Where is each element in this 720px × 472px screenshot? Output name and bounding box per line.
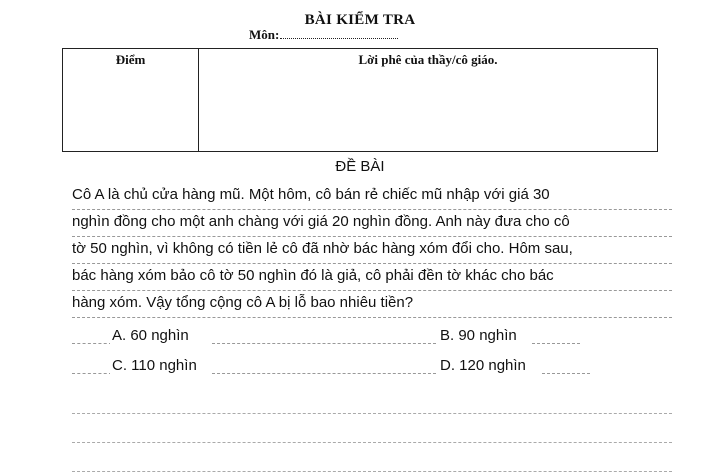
dotted-line <box>212 373 436 374</box>
problem-line: bác hàng xóm bảo cô tờ 50 nghìn đó là giả, cô phải đền tờ khác cho bác <box>72 264 672 291</box>
grade-table <box>62 48 658 152</box>
score-cell[interactable] <box>63 49 199 151</box>
option-d[interactable]: D. 120 nghìn <box>440 357 526 374</box>
dotted-line <box>542 373 590 374</box>
dotted-line <box>532 343 580 344</box>
problem-text <box>72 183 672 318</box>
option-c[interactable]: C. 110 nghìn <box>112 357 197 374</box>
dotted-line <box>72 373 112 374</box>
dotted-line <box>212 343 436 344</box>
problem-line: Cô A là chủ cửa hàng mũ. Một hôm, cô bán rẻ chiếc mũ nhập với giá 30 <box>72 183 672 210</box>
subject-field <box>249 27 398 43</box>
writing-line <box>72 385 672 414</box>
writing-line <box>72 414 672 443</box>
dotted-line <box>72 343 112 344</box>
problem-line: tờ 50 nghìn, vì không có tiền lẻ cô đã nhờ bác hàng xóm đổi cho. Hôm sau, <box>72 237 672 264</box>
score-label: Điểm <box>115 52 146 67</box>
teacher-comment-label: Lời phê của thầy/cô giáo. <box>358 52 498 67</box>
page-title: BÀI KIỂM TRA <box>304 12 416 28</box>
answer-options <box>72 325 672 385</box>
teacher-comment-cell[interactable] <box>199 49 657 151</box>
problem-line: hàng xóm. Vậy tổng cộng cô A bị lỗ bao nhiêu tiền? <box>72 291 672 318</box>
answer-row <box>72 325 672 355</box>
exam-heading: ĐỀ BÀI <box>335 158 385 175</box>
answer-row <box>72 355 672 385</box>
answer-writing-area[interactable] <box>72 385 672 472</box>
writing-line <box>72 443 672 472</box>
option-b[interactable]: B. 90 nghìn <box>440 327 517 344</box>
subject-blank[interactable] <box>280 29 398 39</box>
subject-label: Môn: <box>249 27 280 42</box>
problem-line: nghìn đồng cho một anh chàng với giá 20 nghìn đồng. Anh này đưa cho cô <box>72 210 672 237</box>
option-a[interactable]: A. 60 nghìn <box>112 327 189 344</box>
